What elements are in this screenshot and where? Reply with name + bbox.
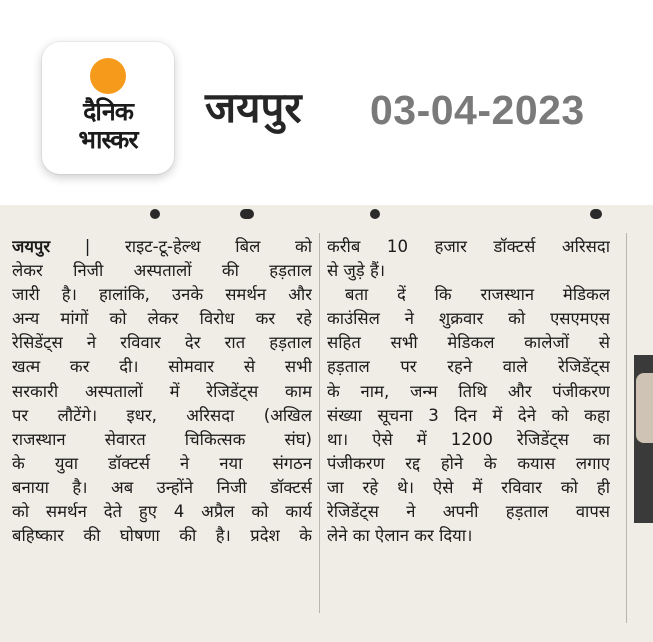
edition-city: जयपुर: [205, 83, 302, 132]
article-line: रेजिडेंट्स ने अपनी हड़ताल वापस: [327, 502, 610, 522]
article-line: खत्म कर दी। सोमवार से सभी: [12, 357, 312, 377]
article-line: सरकारी अस्पतालों में रेजिडेंट्स काम: [12, 381, 312, 401]
article-line: लेकर निजी अस्पतालों की हड़ताल: [12, 261, 312, 281]
article-line: हड़ताल पर रहने वाले रेजिडेंट्स: [327, 357, 610, 377]
article-line: [327, 283, 610, 307]
column-divider: [626, 233, 627, 623]
article-line: पर लौटेंगे। इधर, अरिसदा (अखिल: [12, 405, 312, 425]
column-divider: [319, 233, 320, 613]
article-line: के नाम, जन्म तिथि और पंजीकरण: [327, 381, 610, 401]
logo-line1: दैनिक: [83, 97, 133, 126]
edition-header: [0, 0, 653, 205]
article-line: पंजीकरण रद्द होने के कयास लगाए: [327, 453, 610, 473]
article-line: करीब 10 हजार डॉक्टर्स अरिसदा: [327, 237, 610, 256]
article-line: से जुड़े हैं।: [327, 261, 386, 281]
article-line: काउंसिल ने शुक्रवार को एसएमएस: [327, 309, 610, 329]
newspaper-clipping: [0, 205, 653, 642]
article-line: सहित सभी मेडिकल कालेजों से: [327, 333, 610, 353]
article-text: बता दें कि राजस्थान मेडिकल: [345, 285, 610, 305]
article-dateline: जयपुर: [12, 237, 51, 256]
article-line: जा रहे थे। ऐसे में रविवार को ही: [327, 477, 610, 497]
cropped-photo: [634, 355, 653, 523]
article-line: था। ऐसे में 1200 रेजिडेंट्स का: [327, 429, 610, 449]
article-line: [12, 235, 312, 259]
article-column-1: [12, 235, 312, 548]
article-line: के युवा डॉक्टर्स ने नया संगठन: [12, 453, 312, 473]
article-line: बनाया है। अब उन्होंने निजी डॉक्टर्स: [12, 477, 312, 497]
article-line: रेसिडेंट्स ने रविवार देर रात हड़ताल: [12, 333, 312, 353]
edition-date: 03-04-2023: [370, 87, 585, 133]
dainik-bhaskar-logo: [42, 42, 174, 174]
article-column-2: [327, 235, 610, 548]
article-line: जारी है। हालांकि, उनके समर्थन और: [12, 285, 312, 305]
article-line: संख्या सूचना 3 दिन में देने को कहा: [327, 405, 610, 425]
article-line: अन्य मांगों को लेकर विरोध कर रहे: [12, 309, 312, 329]
cropped-headline: [0, 205, 653, 227]
article-line: राजस्थान सेवारत चिकित्सक संघ): [12, 429, 312, 449]
article-line: बहिष्कार की घोषणा की है। प्रदेश के: [12, 526, 312, 546]
article-line: लेने का ऐलान कर दिया।: [327, 526, 473, 546]
sun-icon: [90, 58, 126, 94]
logo-line2: भास्कर: [78, 125, 138, 154]
article-line: को समर्थन देते हुए 4 अप्रैल को कार्य: [12, 502, 312, 522]
article-text: | राइट-टू-हेल्थ बिल को: [84, 237, 312, 256]
